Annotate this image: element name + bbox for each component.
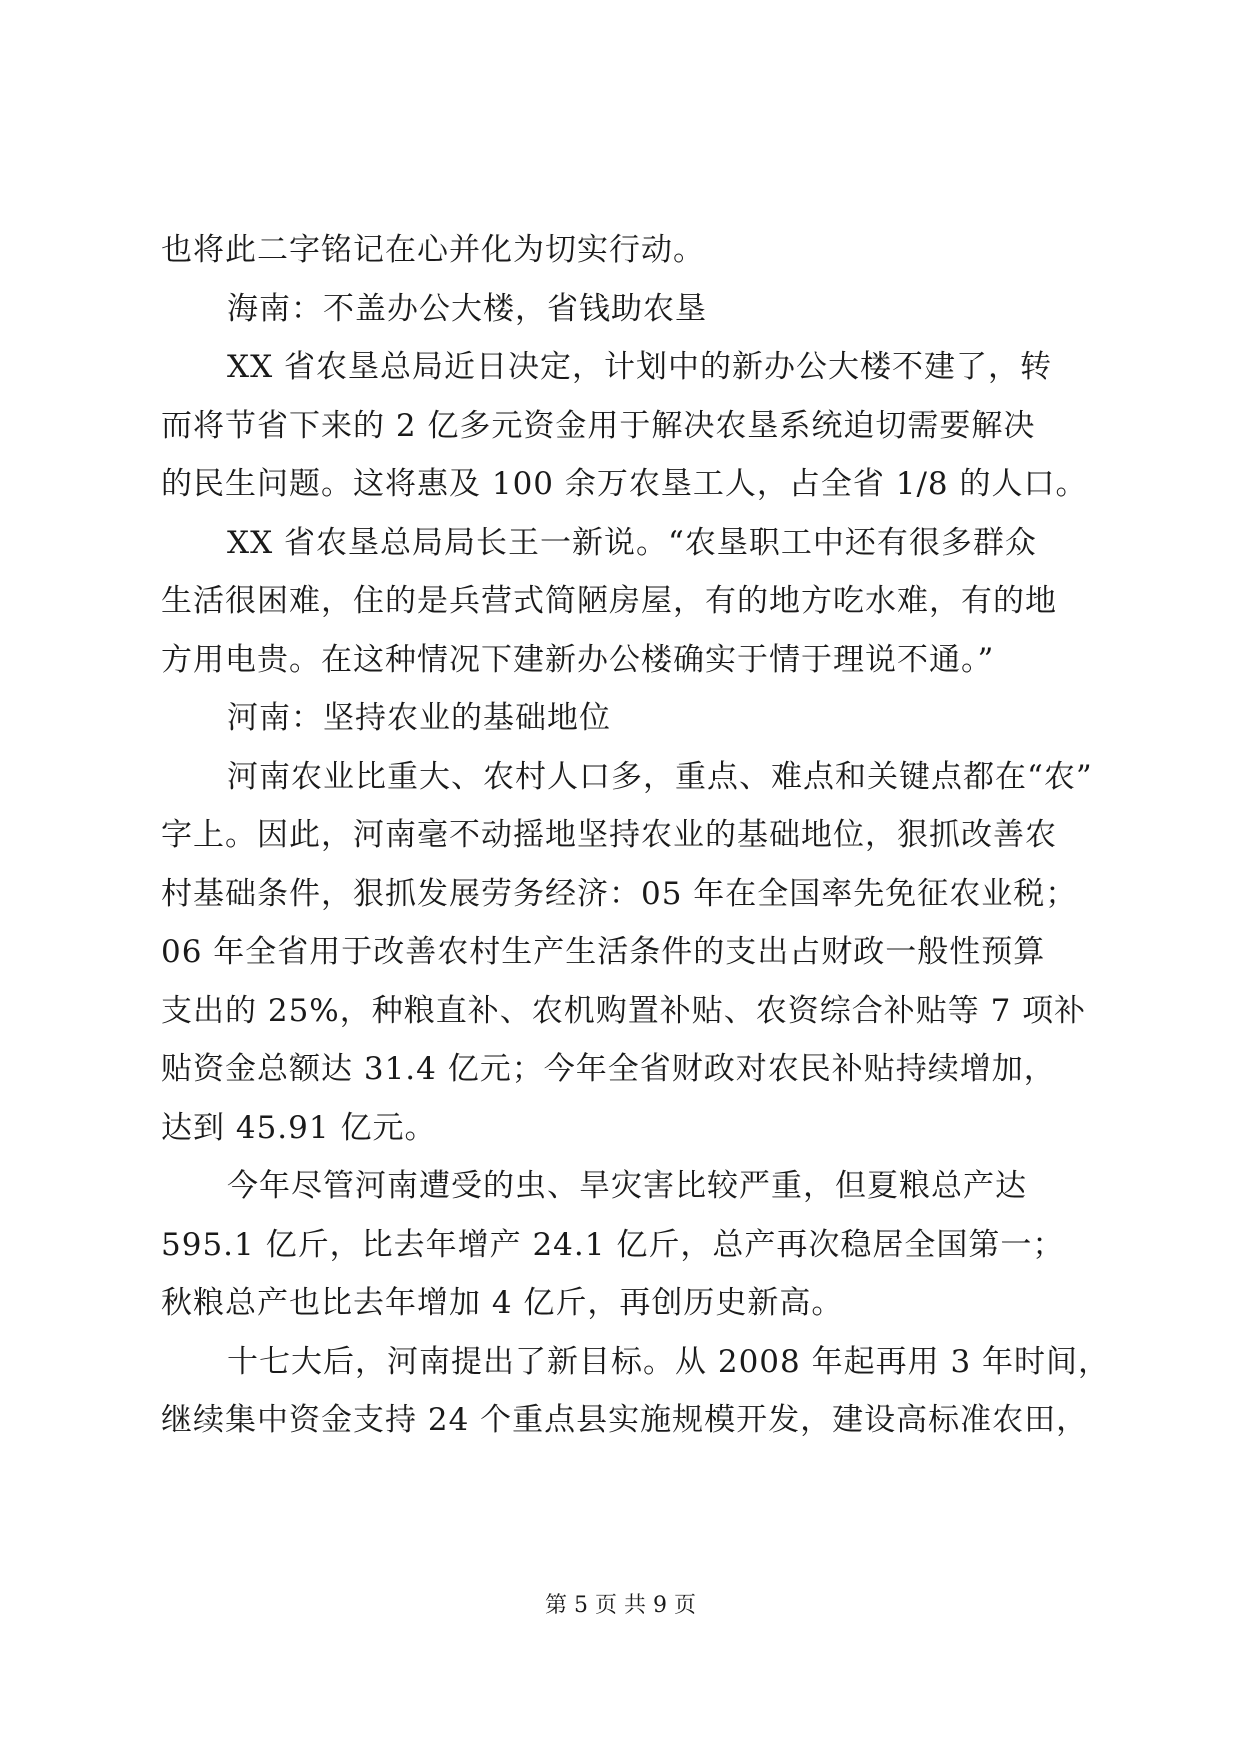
- text-line: 支出的 25%，种粮直补、农机购置补贴、农资综合补贴等 7 项补: [161, 992, 1087, 1029]
- text-line: 也将此二字铭记在心并化为切实行动。: [161, 232, 705, 268]
- text-line: 595.1 亿斤，比去年增产 24.1 亿斤，总产再次稳居全国第一；: [161, 1226, 1065, 1263]
- page-number-footer: 第 5 页 共 9 页: [545, 1593, 696, 1618]
- text-line: 村基础条件，狠抓发展劳务经济：05 年在全国率先免征农业税；: [161, 875, 1078, 912]
- text-line: 继续集中资金支持 24 个重点县实施规模开发，建设高标准农田，: [161, 1402, 1089, 1438]
- text-line: 河南：坚持农业的基础地位: [227, 700, 611, 736]
- text-line: 方用电贵。在这种情况下建新办公楼确实于情于理说不通。”: [161, 641, 995, 678]
- text-line: 生活很困难，住的是兵营式简陋房屋，有的地方吃水难，有的地: [161, 583, 1057, 619]
- text-line: 达到 45.91 亿元。: [161, 1109, 437, 1146]
- text-line: 海南：不盖办公大楼，省钱助农垦: [227, 290, 707, 327]
- text-line: 河南农业比重大、农村人口多，重点、难点和关键点都在“农”: [227, 758, 1093, 795]
- text-line: 十七大后，河南提出了新目标。从 2008 年起再用 3 年时间，: [227, 1343, 1111, 1380]
- document-body: [161, 221, 1111, 1450]
- text-line: 06 年全省用于改善农村生产生活条件的支出占财政一般性预算: [161, 934, 1046, 970]
- text-line: 秋粮总产也比去年增加 4 亿斤，再创历史新高。: [161, 1285, 844, 1321]
- text-line: XX 省农垦总局局长王一新说。“农垦职工中还有很多群众: [227, 524, 1037, 561]
- text-line: 而将节省下来的 2 亿多元资金用于解决农垦系统迫切需要解决: [161, 407, 1036, 444]
- text-line: 今年尽管河南遭受的虫、旱灾害比较严重，但夏粮总产达: [227, 1168, 1027, 1204]
- text-line: 字上。因此，河南毫不动摇地坚持农业的基础地位，狠抓改善农: [161, 817, 1057, 853]
- text-line: 的民生问题。这将惠及 100 余万农垦工人，占全省 1/8 的人口。: [161, 466, 1088, 502]
- text-line: 贴资金总额达 31.4 亿元；今年全省财政对农民补贴持续增加，: [161, 1051, 1056, 1087]
- text-line: XX 省农垦总局近日决定，计划中的新办公大楼不建了，转: [227, 349, 1052, 385]
